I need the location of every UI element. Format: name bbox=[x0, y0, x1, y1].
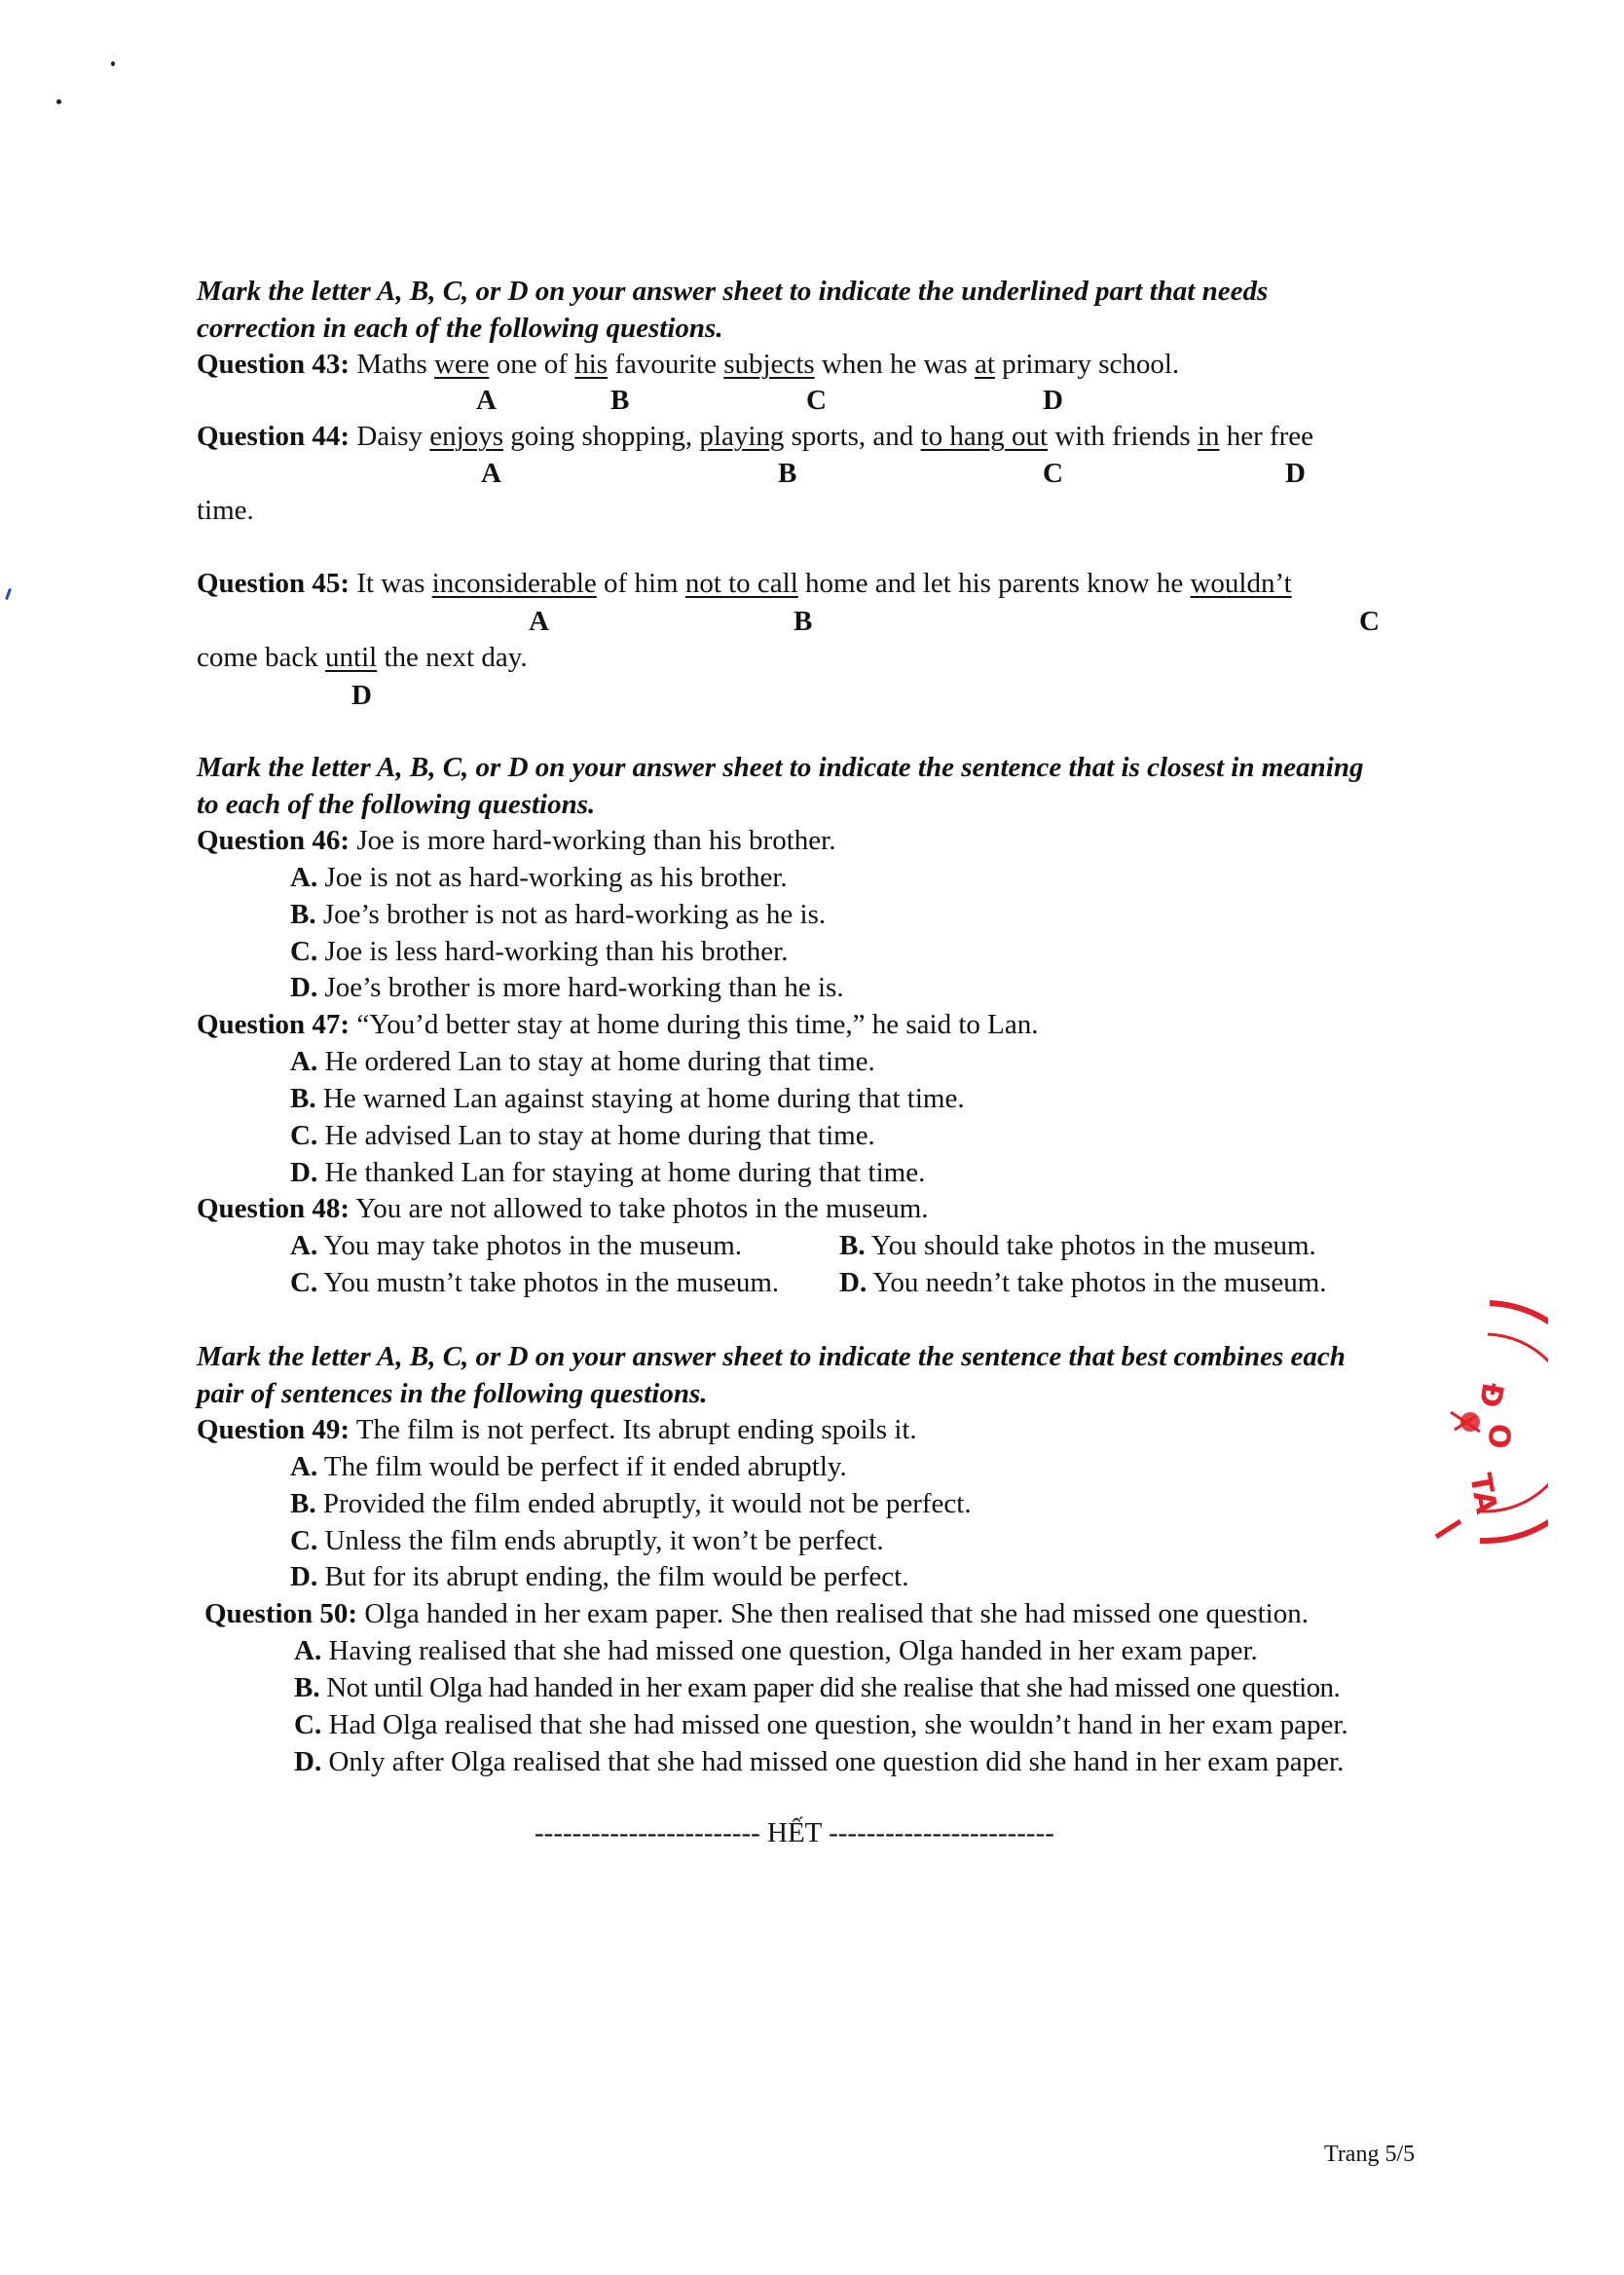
option-d bbox=[290, 1156, 925, 1189]
marker-d: D bbox=[1285, 458, 1306, 489]
question-text: Maths bbox=[350, 349, 435, 380]
option-text: Joe’s brother is more hard-working than he is. bbox=[317, 972, 844, 1003]
option-a bbox=[290, 1045, 875, 1078]
svg-text:TA: TA bbox=[1462, 1471, 1503, 1517]
option-text: He warned Lan against staying at home during that time. bbox=[315, 1083, 965, 1114]
option-d bbox=[839, 1266, 1327, 1299]
question-label: Question 50: bbox=[204, 1598, 358, 1629]
option-c bbox=[290, 935, 788, 968]
question-stem: Joe is more hard-working than his brother. bbox=[350, 825, 836, 856]
marker-a: A bbox=[476, 385, 497, 416]
underlined-part-b: not to call bbox=[684, 568, 798, 599]
underlined-part-c: wouldn’t bbox=[1190, 568, 1292, 599]
question-43 bbox=[197, 348, 1179, 381]
option-text: The film would be perfect if it ended abruptly. bbox=[317, 1451, 847, 1482]
section-instruction: correction in each of the following questions. bbox=[197, 313, 723, 344]
marker-b: B bbox=[778, 458, 797, 489]
section-instruction: to each of the following questions. bbox=[197, 789, 596, 820]
svg-text:O: O bbox=[1480, 1422, 1517, 1450]
question-continuation: time. bbox=[197, 495, 254, 526]
section-instruction: Mark the letter A, B, C, or D on your answer sheet to indicate the sentence that is closest in meaning bbox=[197, 752, 1364, 783]
option-d bbox=[294, 1745, 1344, 1778]
question-text: come back bbox=[197, 642, 326, 673]
option-letter: C. bbox=[290, 1120, 318, 1151]
option-b bbox=[290, 898, 826, 931]
option-letter: D. bbox=[294, 1746, 322, 1777]
question-text: home and let his parents know he bbox=[797, 568, 1191, 599]
marker-a: A bbox=[481, 458, 501, 489]
underlined-part-d: until bbox=[325, 642, 378, 673]
option-a bbox=[294, 1634, 1258, 1667]
option-letter: D. bbox=[839, 1267, 867, 1298]
marker-b: B bbox=[610, 385, 630, 416]
option-text: Joe’s brother is not as hard-working as he is. bbox=[315, 899, 827, 930]
question-stem: “You’d better stay at home during this time,” he said to Lan. bbox=[350, 1009, 1039, 1040]
option-letter: A. bbox=[290, 1230, 318, 1261]
marker-a: A bbox=[529, 606, 549, 637]
section-instruction: Mark the letter A, B, C, or D on your answer sheet to indicate the sentence that best combines each bbox=[197, 1341, 1346, 1372]
question-stem: The film is not perfect. Its abrupt ending spoils it. bbox=[350, 1414, 917, 1445]
option-text: Having realised that she had missed one question, Olga handed in her exam paper. bbox=[321, 1635, 1258, 1666]
underlined-part-d: at bbox=[974, 349, 995, 380]
option-text: Only after Olga realised that she had missed one question did she hand in her exam paper. bbox=[321, 1746, 1345, 1777]
option-letter: C. bbox=[290, 1525, 318, 1556]
option-text: Joe is less hard-working than his brother. bbox=[317, 936, 789, 967]
option-a bbox=[290, 1229, 742, 1262]
question-text: her free bbox=[1219, 421, 1314, 452]
option-letter: A. bbox=[290, 1046, 318, 1077]
question-label: Question 44: bbox=[197, 421, 351, 452]
question-text: It was bbox=[350, 568, 432, 599]
option-text: He thanked Lan for staying at home during that time. bbox=[317, 1157, 926, 1188]
question-49 bbox=[197, 1413, 917, 1446]
option-b bbox=[290, 1487, 972, 1520]
question-stem: Olga handed in her exam paper. She then realised that she had missed one question. bbox=[357, 1598, 1309, 1629]
underlined-part-c: subjects bbox=[723, 349, 815, 380]
option-letter: D. bbox=[290, 1561, 318, 1592]
marker-c: C bbox=[1359, 606, 1380, 637]
scan-speck bbox=[111, 61, 115, 66]
option-text: Had Olga realised that she had missed one question, she wouldn’t hand in her exam paper. bbox=[321, 1709, 1348, 1740]
option-letter: B. bbox=[294, 1672, 320, 1703]
red-seal-stamp bbox=[1431, 1295, 1548, 1548]
question-text: primary school. bbox=[994, 349, 1180, 380]
question-label: Question 48: bbox=[197, 1193, 351, 1224]
question-45 bbox=[197, 567, 1292, 600]
option-a bbox=[290, 861, 788, 894]
question-text: Daisy bbox=[350, 421, 430, 452]
option-b bbox=[839, 1229, 1316, 1262]
option-c bbox=[290, 1266, 779, 1299]
underlined-part-b: his bbox=[574, 349, 609, 380]
option-letter: B. bbox=[839, 1230, 866, 1261]
question-text: of him bbox=[596, 568, 685, 599]
question-50 bbox=[204, 1597, 1309, 1630]
question-text: when he was bbox=[814, 349, 975, 380]
option-c bbox=[294, 1708, 1348, 1741]
question-48 bbox=[197, 1192, 929, 1225]
option-text: You may take photos in the museum. bbox=[317, 1230, 742, 1261]
scan-speck bbox=[5, 588, 12, 600]
scan-speck bbox=[56, 99, 61, 104]
question-label: Question 47: bbox=[197, 1009, 351, 1040]
option-text: You mustn’t take photos in the museum. bbox=[317, 1267, 780, 1298]
underlined-part-a: were bbox=[434, 349, 490, 380]
option-text: Joe is not as hard-working as his brother. bbox=[317, 862, 788, 893]
question-text: going shopping, bbox=[502, 421, 700, 452]
question-continuation bbox=[197, 641, 528, 674]
end-marker: ------------------------ HẾT ------------------------ bbox=[535, 1817, 1054, 1848]
question-label: Question 43: bbox=[197, 349, 351, 380]
option-c bbox=[290, 1524, 884, 1557]
question-text: favourite bbox=[608, 349, 724, 380]
option-text: Not until Olga had handed in her exam paper did she realise that she had missed one question. bbox=[319, 1672, 1341, 1703]
underlined-part-c: to hang out bbox=[920, 421, 1049, 452]
option-letter: C. bbox=[294, 1709, 322, 1740]
question-stem: You are not allowed to take photos in the museum. bbox=[350, 1193, 929, 1224]
option-letter: A. bbox=[290, 862, 318, 893]
question-text: with friends bbox=[1048, 421, 1198, 452]
marker-c: C bbox=[806, 385, 827, 416]
option-letter: A. bbox=[290, 1451, 318, 1482]
question-44 bbox=[197, 420, 1313, 453]
option-a bbox=[290, 1450, 847, 1483]
option-c bbox=[290, 1119, 875, 1152]
option-text: Provided the film ended abruptly, it would not be perfect. bbox=[315, 1488, 972, 1519]
svg-text:Đ: Đ bbox=[1471, 1380, 1510, 1410]
underlined-part-a: inconsiderable bbox=[431, 568, 597, 599]
option-letter: A. bbox=[294, 1635, 322, 1666]
page-number: Trang 5/5 bbox=[1324, 2142, 1416, 2167]
option-b bbox=[290, 1082, 965, 1115]
option-text: He advised Lan to stay at home during that time. bbox=[317, 1120, 875, 1151]
section-instruction: pair of sentences in the following questions. bbox=[197, 1378, 708, 1409]
option-text: You should take photos in the museum. bbox=[865, 1230, 1316, 1261]
option-text: You needn’t take photos in the museum. bbox=[867, 1267, 1327, 1298]
question-label: Question 49: bbox=[197, 1414, 351, 1445]
option-letter: B. bbox=[290, 899, 316, 930]
option-letter: B. bbox=[290, 1488, 316, 1519]
underlined-part-b: playing bbox=[699, 421, 785, 452]
underlined-part-a: enjoys bbox=[429, 421, 503, 452]
question-47 bbox=[197, 1008, 1039, 1041]
option-text: He ordered Lan to stay at home during that time. bbox=[317, 1046, 875, 1077]
option-letter: C. bbox=[290, 1267, 318, 1298]
option-b bbox=[294, 1671, 1340, 1704]
option-letter: D. bbox=[290, 972, 318, 1003]
marker-d: D bbox=[351, 680, 372, 711]
option-letter: D. bbox=[290, 1157, 318, 1188]
question-label: Question 46: bbox=[197, 825, 351, 856]
question-label: Question 45: bbox=[197, 568, 351, 599]
option-d bbox=[290, 1560, 908, 1593]
question-text: one of bbox=[489, 349, 575, 380]
question-46 bbox=[197, 824, 835, 857]
option-letter: C. bbox=[290, 936, 318, 967]
question-text: the next day. bbox=[377, 642, 528, 673]
marker-b: B bbox=[794, 606, 813, 637]
option-letter: B. bbox=[290, 1083, 316, 1114]
question-text: sports, and bbox=[784, 421, 921, 452]
section-instruction: Mark the letter A, B, C, or D on your answer sheet to indicate the underlined part that needs bbox=[197, 276, 1269, 307]
marker-d: D bbox=[1043, 385, 1063, 416]
marker-c: C bbox=[1043, 458, 1063, 489]
option-text: But for its abrupt ending, the film would be perfect. bbox=[317, 1561, 909, 1592]
option-d bbox=[290, 971, 844, 1004]
underlined-part-d: in bbox=[1197, 421, 1220, 452]
option-text: Unless the film ends abruptly, it won’t be perfect. bbox=[317, 1525, 884, 1556]
